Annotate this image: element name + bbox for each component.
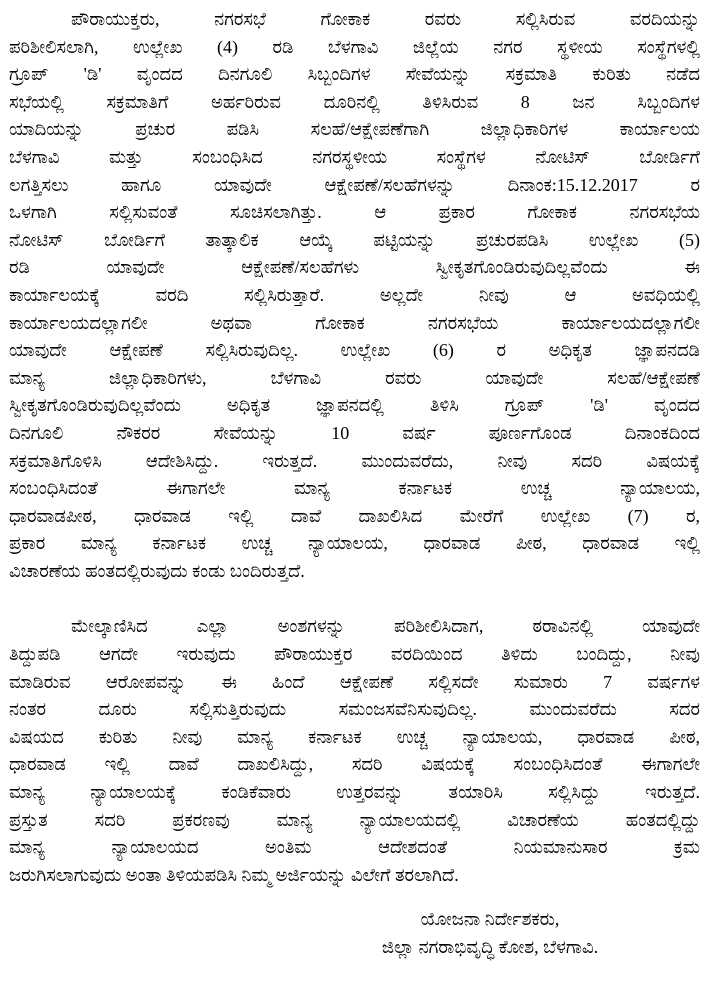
text-line: ಜರುಗಿಸಲಾಗುವುದು ಅಂತಾ ತಿಳಿಯಪಡಿಸಿ ನಿಮ್ಮ ಅರ್ಜಿಯನ್ನು ವಿಲೇಗೆ ತರಲಾಗಿದೆ. <box>9 864 459 885</box>
text-line: ಸಭೆಯಲ್ಲಿ ಸಕ್ರಮಾತಿಗೆ ಅರ್ಹರಿರುವ ದೂರಿನಲ್ಲಿ ತಿಳಿಸಿರುವ 8 ಜನ ಸಿಬ್ಬಂದಿಗಳ <box>9 91 700 112</box>
text-line: ಸಂಬಂಧಿಸಿದಂತೆ ಈಗಾಗಲೇ ಮಾನ್ಯ ಕರ್ನಾಟಕ ಉಚ್ಚ ನ್ಯಾಯಾಲಯ, <box>9 478 700 499</box>
text-line: ಧಾರವಾಡಪೀಠ, ಧಾರವಾಡ ಇಲ್ಲಿ ದಾವೆ ದಾಖಲಿಸಿದ ಮೇರೆಗೆ ಉಲ್ಲೇಖ (7) ರ, <box>9 505 700 526</box>
text-line: ಸ್ವೀಕೃತಗೊಂಡಿರುವುದಿಲ್ಲವೆಂದು ಅಧಿಕೃತ ಜ್ಞಾಪನದಲ್ಲಿ ತಿಳಿಸಿ ಗ್ರೂಪ್ 'ಡಿ' ವೃಂದದ <box>9 395 700 416</box>
paragraph-2 <box>9 613 700 889</box>
text-line: ಲಗತ್ತಿಸಲು ಹಾಗೂ ಯಾವುದೇ ಆಕ್ಷೇಪಣೆ/ಸಲಹೆಗಳನ್ನು ದಿನಾಂಕ:15.12.2017 ರ <box>9 174 700 195</box>
text-line: ಕಾರ್ಯಾಲಯದಲ್ಲಾಗಲೀ ಅಥವಾ ಗೋಕಾಕ ನಗರಸಭೆಯ ಕಾರ್ಯಾಲಯದಲ್ಲಾಗಲೀ <box>9 312 700 333</box>
text-line: ಒಳಗಾಗಿ ಸಲ್ಲಿಸುವಂತೆ ಸೂಚಿಸಲಾಗಿತ್ತು. ಆ ಪ್ರಕಾರ ಗೋಕಾಕ ನಗರಸಭೆಯ <box>9 202 700 223</box>
text-line: ಬೆಳಗಾವಿ ಮತ್ತು ಸಂಬಂಧಿಸಿದ ನಗರಸ್ಥಳೀಯ ಸಂಸ್ಥೆಗಳ ನೋಟಿಸ್ ಬೋರ್ಡಿಗೆ <box>9 146 700 167</box>
text-line: ನೋಟಿಸ್ ಬೋರ್ಡಿಗೆ ತಾತ್ಕಾಲಿಕ ಆಯ್ಕೆ ಪಟ್ಟಿಯನ್ನು ಪ್ರಚುರಪಡಿಸಿ ಉಲ್ಲೇಖ (5) <box>9 229 700 250</box>
paragraph-1 <box>9 6 700 585</box>
text-line: ನಂತರ ದೂರು ಸಲ್ಲಿಸುತ್ತಿರುವುದು ಸಮಂಜಸವೆನಿಸುವುದಿಲ್ಲ. ಮುಂದುವರೆದು ಸದರ <box>9 699 700 720</box>
text-line: ಗ್ರೂಪ್ 'ಡಿ' ವೃಂದದ ದಿನಗೂಲಿ ಸಿಬ್ಬಂದಿಗಳ ಸೇವೆಯನ್ನು ಸಕ್ರಮಾತಿ ಕುರಿತು ನಡೆದ <box>9 64 700 85</box>
text-line: ಪ್ರಕಾರ ಮಾನ್ಯ ಕರ್ನಾಟಕ ಉಚ್ಚ ನ್ಯಾಯಾಲಯ, ಧಾರವಾಡ ಪೀಠ, ಧಾರವಾಡ ಇಲ್ಲಿ <box>9 533 700 554</box>
text-line: ಯಾವುದೇ ಆಕ್ಷೇಪಣೆ ಸಲ್ಲಿಸಿರುವುದಿಲ್ಲ. ಉಲ್ಲೇಖ (6) ರ ಅಧಿಕೃತ ಜ್ಞಾಪನದಡಿ <box>9 340 700 361</box>
text-line: ಯಾದಿಯನ್ನು ಪ್ರಚುರ ಪಡಿಸಿ ಸಲಹೆ/ಆಕ್ಷೇಪಣೆಗಾಗಿ ಜಿಲ್ಲಾಧಿಕಾರಿಗಳ ಕಾರ್ಯಾಲಯ <box>9 119 700 140</box>
text-line: ರಡಿ ಯಾವುದೇ ಆಕ್ಷೇಪಣೆ/ಸಲಹೆಗಳು ಸ್ವೀಕೃತಗೊಂಡಿರುವುದಿಲ್ಲವೆಂದು ಈ <box>9 257 700 278</box>
text-line: ಪೌರಾಯುಕ್ತರು, ನಗರಸಭೆ ಗೋಕಾಕ ರವರು ಸಲ್ಲಿಸಿರುವ ವರದಿಯನ್ನು <box>71 9 700 29</box>
text-line: ತಿದ್ದುಪಡಿ ಆಗದೇ ಇರುವುದು ಪೌರಾಯುಕ್ತರ ವರದಿಯಿಂದ ತಿಳಿದು ಬಂದಿದ್ದು, ನೀವು <box>9 644 700 665</box>
text-line: ಕಾರ್ಯಾಲಯಕ್ಕೆ ವರದಿ ಸಲ್ಲಿಸಿರುತ್ತಾರೆ. ಅಲ್ಲದೇ ನೀವು ಆ ಅವಧಿಯಲ್ಲಿ <box>9 284 700 305</box>
text-line: ಪರಿಶೀಲಿಸಲಾಗಿ, ಉಲ್ಲೇಖ (4) ರಡಿ ಬೆಳಗಾವಿ ಜಿಲ್ಲೆಯ ನಗರ ಸ್ಥಳೀಯ ಸಂಸ್ಥೆಗಳಲ್ಲಿ <box>9 36 700 57</box>
text-line: ದಿನಗೂಲಿ ನೌಕರರ ಸೇವೆಯನ್ನು 10 ವರ್ಷ ಪೂರ್ಣಗೊಂಡ ದಿನಾಂಕದಿಂದ <box>9 422 700 443</box>
text-line: ವಿಚಾರಣೆಯ ಹಂತದಲ್ಲಿರುವುದು ಕಂಡು ಬಂದಿರುತ್ತದೆ. <box>9 560 305 581</box>
text-line: ಮಾನ್ಯ ನ್ಯಾಯಾಲಯದ ಅಂತಿಮ ಆದೇಶದಂತೆ ನಿಯಮಾನುಸಾರ ಕ್ರಮ <box>9 837 700 858</box>
text-line: ಧಾರವಾಡ ಇಲ್ಲಿ ದಾವೆ ದಾಖಲಿಸಿದ್ದು, ಸದರಿ ವಿಷಯಕ್ಕೆ ಸಂಬಂಧಿಸಿದಂತೆ ಈಗಾಗಲೇ <box>9 754 700 775</box>
text-line: ಪ್ರಸ್ತುತ ಸದರಿ ಪ್ರಕರಣವು ಮಾನ್ಯ ನ್ಯಾಯಾಲಯದಲ್ಲಿ ವಿಚಾರಣೆಯ ಹಂತದಲ್ಲಿದ್ದು <box>9 809 700 830</box>
text-line: ಮೇಲ್ಕಾಣಿಸಿದ ಎಲ್ಲಾ ಅಂಶಗಳನ್ನು ಪರಿಶೀಲಿಸಿದಾಗ, ಠರಾವಿನಲ್ಲಿ ಯಾವುದೇ <box>71 616 700 637</box>
signature-block <box>304 906 676 961</box>
signature-office: ಜಿಲ್ಲಾ ನಗರಾಭಿವೃದ್ಧಿ ಕೋಶ, ಬೆಳಗಾವಿ. <box>381 937 599 957</box>
text-line: ಮಾನ್ಯ ನ್ಯಾಯಾಲಯಕ್ಕೆ ಕಂಡಿಕೆವಾರು ಉತ್ತರವನ್ನು ತಯಾರಿಸಿ ಸಲ್ಲಿಸಿದ್ದು ಇರುತ್ತದೆ. <box>9 782 700 803</box>
text-line: ಮಾಡಿರುವ ಆರೋಪವನ್ನು ಈ ಹಿಂದೆ ಆಕ್ಷೇಪಣೆ ಸಲ್ಲಿಸದೇ ಸುಮಾರು 7 ವರ್ಷಗಳ <box>9 671 700 692</box>
text-line: ಸಕ್ರಮಾತಿಗೊಳಿಸಿ ಆದೇಶಿಸಿದ್ದು. ಇರುತ್ತದೆ. ಮುಂದುವರೆದು, ನೀವು ಸದರಿ ವಿಷಯಕ್ಕೆ <box>9 450 700 471</box>
text-line: ಮಾನ್ಯ ಜಿಲ್ಲಾಧಿಕಾರಿಗಳು, ಬೆಳಗಾವಿ ರವರು ಯಾವುದೇ ಸಲಹೆ/ಆಕ್ಷೇಪಣೆ <box>9 367 700 388</box>
text-line: ವಿಷಯದ ಕುರಿತು ನೀವು ಮಾನ್ಯ ಕರ್ನಾಟಕ ಉಚ್ಚ ನ್ಯಾಯಾಲಯ, ಧಾರವಾಡ ಪೀಠ, <box>9 726 700 747</box>
signature-designation: ಯೋಜನಾ ನಿರ್ದೇಶಕರು, <box>420 909 560 930</box>
